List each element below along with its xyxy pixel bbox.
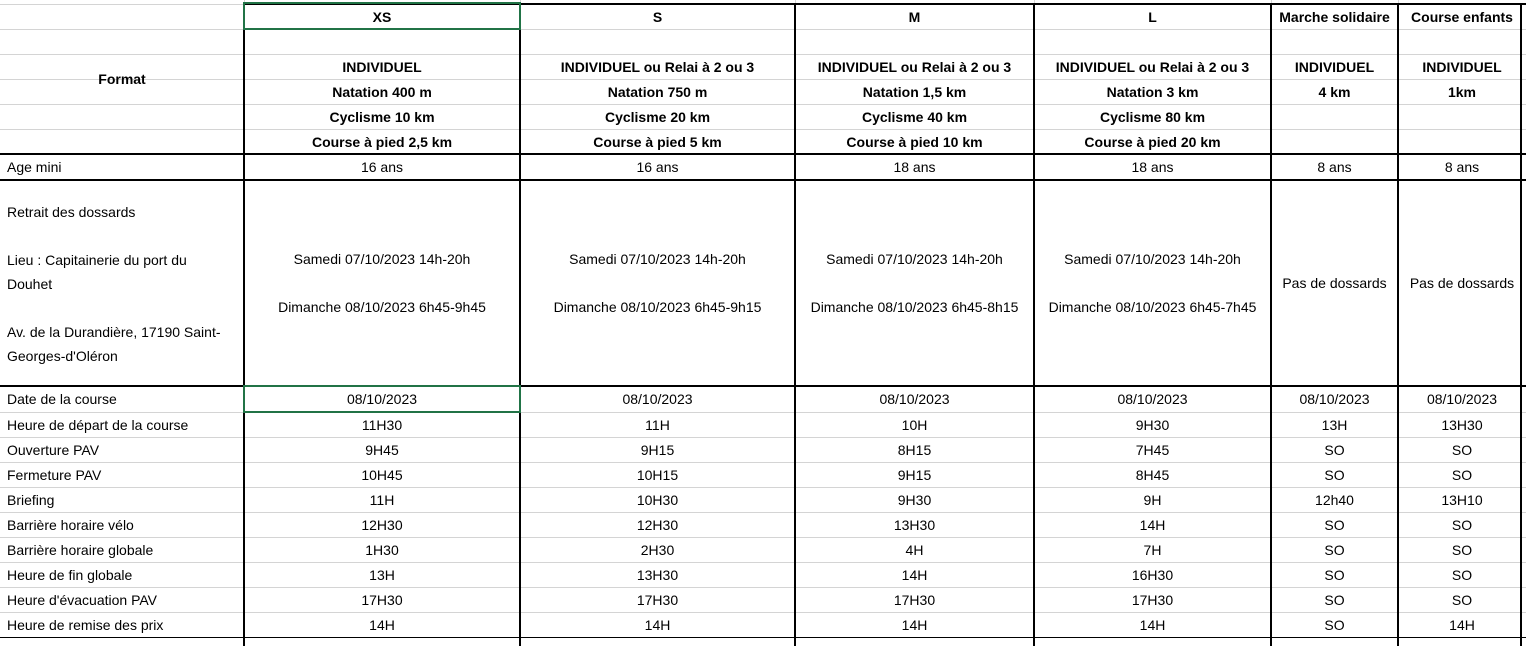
format-cell-r2-c4[interactable]: Natation 3 km: [1106, 83, 1199, 100]
schedule-cell[interactable]: 08/10/2023: [346, 391, 418, 407]
schedule-cell[interactable]: 08/10/2023: [1299, 391, 1370, 407]
schedule-cell[interactable]: 10H45: [361, 466, 403, 483]
schedule-cell[interactable]: 14H: [901, 566, 928, 583]
border-horizontal: [0, 385, 1526, 387]
no-bib-cell[interactable]: Pas de dossards: [1409, 275, 1515, 291]
schedule-cell[interactable]: SO: [1451, 566, 1473, 583]
format-cell-r3-c2[interactable]: Cyclisme 20 km: [604, 108, 711, 125]
column-header-6[interactable]: Course enfants: [1411, 8, 1513, 25]
format-cell-r3-c3[interactable]: Cyclisme 40 km: [861, 108, 968, 125]
format-cell-r2-c3[interactable]: Natation 1,5 km: [862, 83, 967, 100]
schedule-cell[interactable]: 13H30: [1441, 416, 1483, 433]
cell-selection-highlight: [243, 2, 521, 30]
schedule-cell[interactable]: SO: [1451, 466, 1473, 483]
schedule-cell[interactable]: 17H30: [361, 591, 403, 608]
schedule-cell[interactable]: 1H30: [365, 541, 399, 558]
format-cell-r1-c5[interactable]: INDIVIDUEL: [1294, 58, 1375, 75]
no-bib-cell[interactable]: Pas de dossards: [1282, 275, 1387, 291]
bib-pickup-label-line: Retrait des dossards: [7, 204, 136, 220]
schedule-label[interactable]: Heure de remise des prix: [7, 616, 164, 633]
border-vertical: [1270, 3, 1272, 646]
schedule-cell[interactable]: 08/10/2023: [879, 391, 950, 407]
schedule-cell[interactable]: 13H30: [893, 516, 936, 533]
schedule-cell[interactable]: 8H15: [897, 441, 932, 458]
format-cell-r3-c5[interactable]: [1271, 104, 1398, 129]
schedule-cell[interactable]: SO: [1324, 566, 1345, 583]
schedule-cell[interactable]: 10H: [901, 416, 928, 433]
schedule-cell[interactable]: 7H45: [1135, 441, 1170, 458]
schedule-cell[interactable]: 9H45: [365, 441, 399, 458]
format-cell-r4-c4[interactable]: Course à pied 20 km: [1084, 133, 1221, 150]
schedule-cell[interactable]: 7H: [1143, 541, 1162, 558]
border-horizontal: [0, 637, 1526, 638]
schedule-cell[interactable]: 9H15: [897, 466, 932, 483]
schedule-cell[interactable]: 2H30: [640, 541, 675, 558]
schedule-label[interactable]: Heure d'évacuation PAV: [7, 591, 158, 608]
bib-pickup-cell[interactable]: [244, 180, 520, 386]
bib-pickup-spacer: [656, 271, 660, 295]
schedule-cell[interactable]: 11H: [645, 416, 670, 433]
format-cell-r2-c5[interactable]: 4 km: [1318, 83, 1351, 100]
format-cell-r4-c1[interactable]: Course à pied 2,5 km: [311, 133, 453, 150]
bib-pickup-label-line: [7, 224, 244, 248]
bib-pickup-sunday: Dimanche 08/10/2023 6h45-9h15: [553, 299, 762, 315]
format-cell-r4-c6[interactable]: [1398, 129, 1526, 154]
schedule-cell[interactable]: 14H: [1449, 616, 1475, 633]
schedule-cell[interactable]: 14H: [1139, 616, 1166, 633]
border-vertical: [794, 3, 796, 646]
schedule-cell[interactable]: 12H30: [361, 516, 403, 533]
column-header-4[interactable]: L: [1148, 8, 1157, 25]
age-mini-cell[interactable]: 8 ans: [1317, 159, 1352, 175]
schedule-cell[interactable]: 10H15: [636, 466, 679, 483]
bib-pickup-spacer: [1151, 271, 1155, 295]
schedule-label[interactable]: Fermeture PAV: [7, 466, 102, 483]
border-vertical: [519, 3, 521, 646]
format-cell-r1-c1[interactable]: INDIVIDUEL: [342, 58, 422, 75]
schedule-cell[interactable]: SO: [1451, 541, 1473, 558]
schedule-cell[interactable]: 11H: [369, 491, 395, 508]
schedule-cell[interactable]: 08/10/2023: [1117, 391, 1188, 407]
schedule-cell[interactable]: SO: [1451, 516, 1473, 533]
format-cell-r3-c1[interactable]: Cyclisme 10 km: [329, 108, 435, 125]
column-header-5[interactable]: Marche solidaire: [1279, 8, 1390, 25]
age-mini-cell[interactable]: 16 ans: [360, 159, 404, 175]
age-mini-cell[interactable]: 18 ans: [893, 159, 936, 175]
format-cell-r4-c5[interactable]: [1271, 129, 1398, 154]
schedule-cell[interactable]: 12h40: [1315, 491, 1354, 508]
format-cell-r2-c6[interactable]: 1km: [1447, 83, 1477, 100]
border-vertical: [243, 3, 245, 646]
schedule-cell[interactable]: 17H30: [1131, 591, 1174, 608]
schedule-cell[interactable]: 9H30: [897, 491, 932, 508]
bib-pickup-cell[interactable]: [1034, 180, 1271, 386]
schedule-cell[interactable]: 14H: [369, 616, 395, 633]
schedule-cell[interactable]: 9H30: [1135, 416, 1170, 433]
format-cell-r4-c2[interactable]: Course à pied 5 km: [593, 133, 722, 150]
schedule-cell[interactable]: 13H: [1321, 416, 1348, 433]
schedule-cell[interactable]: 14H: [901, 616, 928, 633]
schedule-cell[interactable]: 8H45: [1135, 466, 1170, 483]
schedule-cell[interactable]: SO: [1451, 441, 1473, 458]
schedule-cell[interactable]: 13H10: [1441, 491, 1483, 508]
age-mini-cell[interactable]: 16 ans: [636, 159, 679, 175]
schedule-label[interactable]: Ouverture PAV: [7, 441, 100, 458]
border-vertical: [1397, 3, 1399, 646]
schedule-cell[interactable]: SO: [1451, 591, 1473, 608]
schedule-cell[interactable]: SO: [1324, 541, 1345, 558]
format-cell-r1-c2[interactable]: INDIVIDUEL ou Relai à 2 ou 3: [560, 58, 755, 75]
schedule-label[interactable]: Date de la course: [7, 391, 117, 407]
schedule-cell[interactable]: 17H30: [636, 591, 679, 608]
schedule-cell[interactable]: 4H: [905, 541, 924, 558]
schedule-cell[interactable]: 13H: [369, 566, 395, 583]
bib-pickup-label-line: Georges-d'Oléron: [7, 348, 118, 364]
column-header-2[interactable]: S: [652, 8, 663, 25]
schedule-cell[interactable]: 12H30: [636, 516, 679, 533]
bib-pickup-sunday: Dimanche 08/10/2023 6h45-7h45: [1048, 299, 1257, 315]
border-vertical: [1520, 3, 1522, 646]
schedule-cell[interactable]: SO: [1324, 616, 1345, 633]
bib-pickup-spacer: [913, 271, 917, 295]
format-cell-r2-c1[interactable]: Natation 400 m: [332, 83, 432, 100]
schedule-cell[interactable]: 17H30: [893, 591, 936, 608]
format-cell-r1-c4[interactable]: INDIVIDUEL ou Relai à 2 ou 3: [1055, 58, 1250, 75]
schedule-cell[interactable]: 16H30: [1131, 566, 1174, 583]
bib-pickup-spacer: [380, 271, 384, 295]
border-horizontal: [0, 179, 1526, 181]
format-cell-r1-c3[interactable]: INDIVIDUEL ou Relai à 2 ou 3: [817, 58, 1012, 75]
format-cell-r4-c3[interactable]: Course à pied 10 km: [846, 133, 983, 150]
format-cell-r3-c6[interactable]: [1398, 104, 1526, 129]
schedule-label[interactable]: Briefing: [7, 491, 55, 508]
bib-pickup-cell[interactable]: [795, 180, 1034, 386]
age-mini-label[interactable]: Age mini: [7, 159, 62, 175]
bib-pickup-saturday: Samedi 07/10/2023 14h-20h: [1064, 251, 1241, 267]
schedule-cell[interactable]: 10H30: [636, 491, 679, 508]
bib-pickup-sunday: Dimanche 08/10/2023 6h45-9h45: [278, 299, 486, 315]
schedule-cell[interactable]: 08/10/2023: [622, 391, 693, 407]
schedule-label[interactable]: Barrière horaire globale: [7, 541, 154, 558]
schedule-cell[interactable]: 08/10/2023: [1426, 391, 1498, 407]
schedule-label[interactable]: Heure de fin globale: [7, 566, 133, 583]
schedule-cell[interactable]: SO: [1324, 591, 1345, 608]
schedule-cell[interactable]: 14H: [1139, 516, 1166, 533]
bib-pickup-saturday: Samedi 07/10/2023 14h-20h: [826, 251, 1003, 267]
bib-pickup-label-line: [7, 296, 244, 320]
format-label[interactable]: Format: [98, 71, 146, 87]
cell-selection-highlight: [243, 385, 521, 413]
schedule-label[interactable]: Heure de départ de la course: [7, 416, 189, 433]
bib-pickup-label[interactable]: [0, 180, 244, 386]
bib-pickup-label-line: Lieu : Capitainerie du port du: [7, 252, 187, 268]
column-header-1[interactable]: XS: [372, 8, 392, 25]
bib-pickup-label-line: Av. de la Durandière, 17190 Saint-: [7, 324, 221, 340]
format-cell-r1-c6[interactable]: INDIVIDUEL: [1422, 58, 1502, 75]
schedule-cell[interactable]: 9H15: [640, 441, 675, 458]
format-cell-r2-c2[interactable]: Natation 750 m: [607, 83, 708, 100]
age-mini-cell[interactable]: 8 ans: [1444, 159, 1480, 175]
border-horizontal: [0, 153, 1526, 155]
age-mini-cell[interactable]: 18 ans: [1131, 159, 1174, 175]
bib-pickup-cell[interactable]: [520, 180, 795, 386]
schedule-cell[interactable]: SO: [1324, 516, 1345, 533]
bib-pickup-saturday: Samedi 07/10/2023 14h-20h: [293, 251, 471, 267]
schedule-cell[interactable]: SO: [1324, 466, 1345, 483]
bib-pickup-label-line: Douhet: [7, 276, 53, 292]
schedule-cell[interactable]: 9H: [1143, 491, 1162, 508]
schedule-cell[interactable]: 11H30: [361, 416, 403, 433]
format-cell-r3-c4[interactable]: Cyclisme 80 km: [1099, 108, 1206, 125]
bib-pickup-sunday: Dimanche 08/10/2023 6h45-8h15: [810, 299, 1019, 315]
schedule-cell[interactable]: SO: [1324, 441, 1345, 458]
column-header-3[interactable]: M: [908, 8, 921, 25]
schedule-cell[interactable]: 14H: [644, 616, 671, 633]
schedule-label[interactable]: Barrière horaire vélo: [7, 516, 134, 533]
bib-pickup-saturday: Samedi 07/10/2023 14h-20h: [569, 251, 746, 267]
border-vertical: [1033, 3, 1035, 646]
schedule-cell[interactable]: 13H30: [636, 566, 679, 583]
